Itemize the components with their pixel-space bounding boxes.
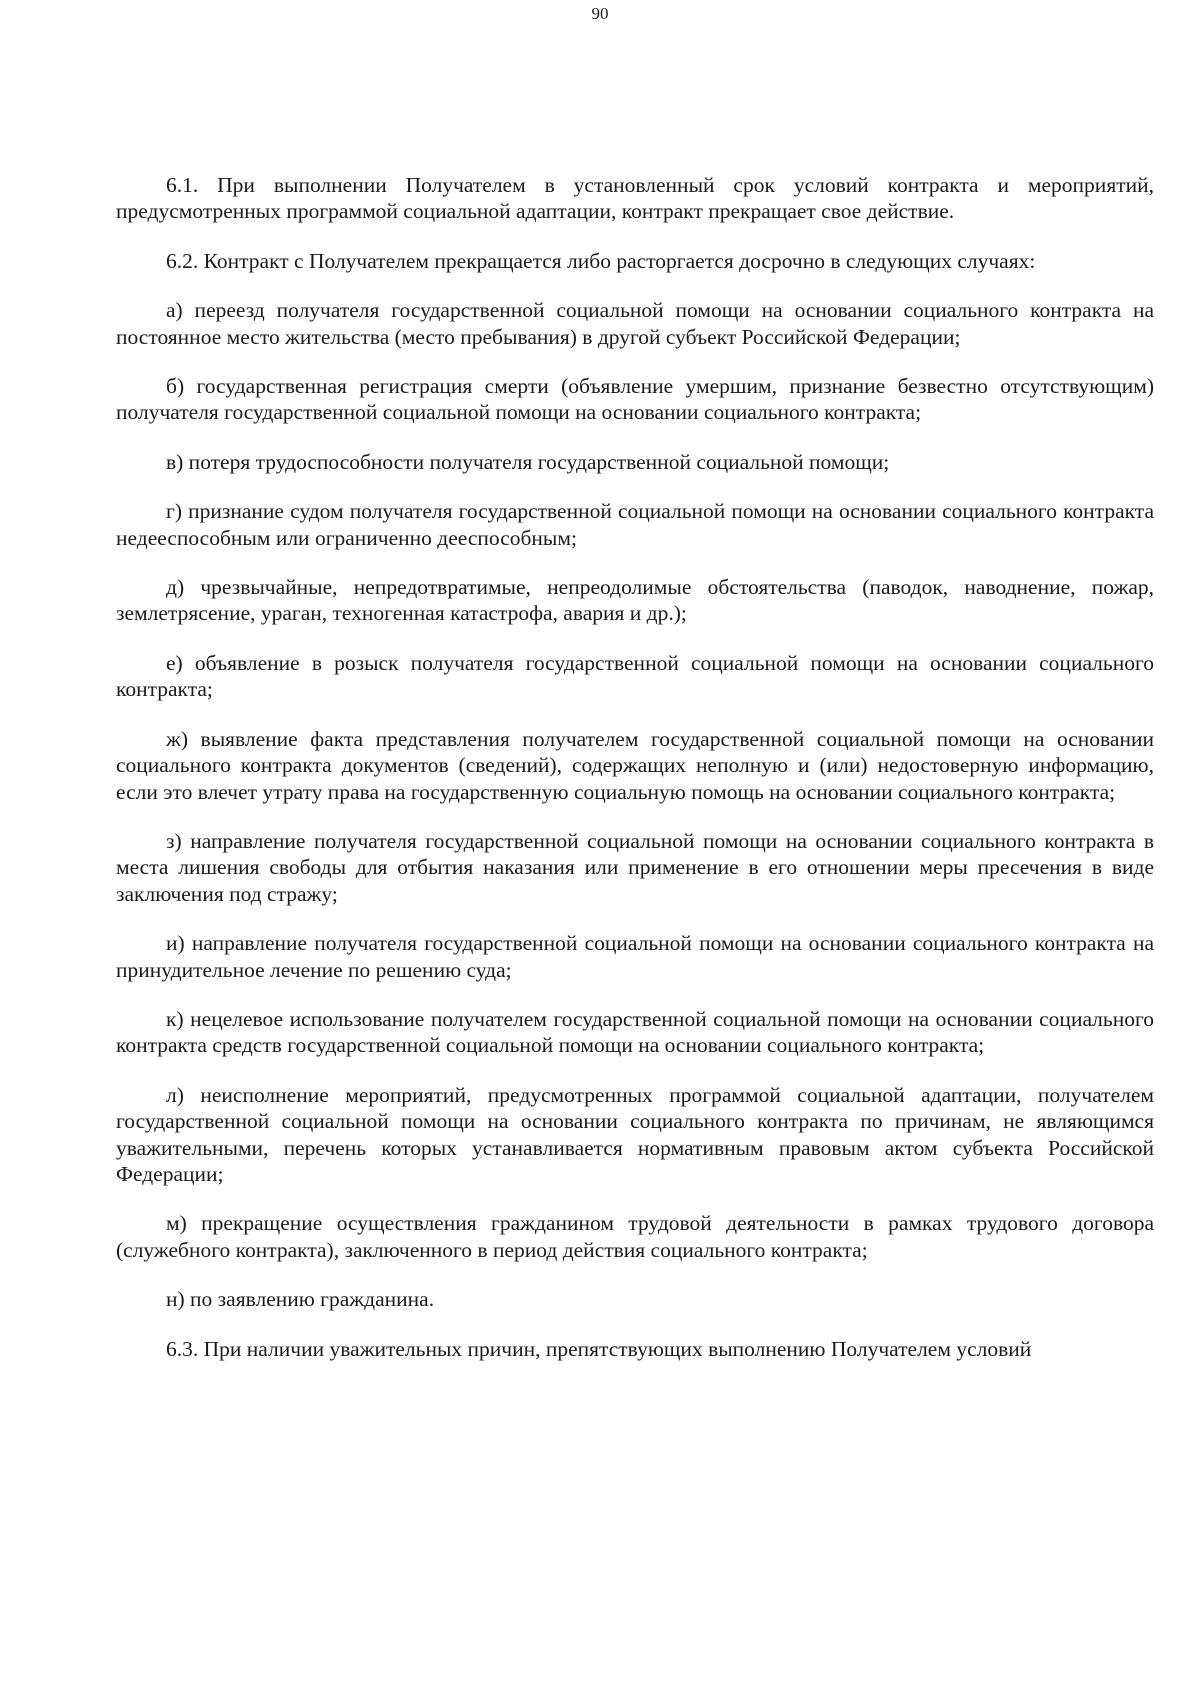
list-item-z: з) направление получателя государственной социальной помощи на основании социального контракта в места лишения свободы для отбытия наказания или применение в его отношении меры пресечения в виде заключения под стражу;: [116, 828, 1154, 906]
document-body: [116, 172, 1154, 1385]
list-item-m: м) прекращение осуществления гражданином трудовой деятельности в рамках трудового договора (служебного контракта), заключенного в период действия социального контракта;: [116, 1211, 1154, 1262]
list-item-v: в) потеря трудоспособности получателя государственной социальной помощи;: [166, 449, 890, 474]
list-item-b: б) государственная регистрация смерти (объявление умершим, признание безвестно отсутствующим) получателя государственной социальной помощи на основании социального контракта;: [116, 374, 1154, 425]
list-item-n: н) по заявлению гражданина.: [166, 1287, 435, 1312]
list-item-zh: ж) выявление факта представления получателем государственной социальной помощи на основании социального контракта документов (сведений), содержащих неполную и (или) недостоверную информацию, если это влечет утрату права на государственную социальную помощь на основании социального контракта;: [116, 726, 1154, 804]
paragraph-6-2: 6.2. Контракт с Получателем прекращается либо расторгается досрочно в следующих случаях:: [166, 248, 1036, 273]
list-item-e: е) объявление в розыск получателя государственной социальной помощи на основании социального контракта;: [116, 650, 1154, 702]
list-item-k: к) нецелевое использование получателем государственной социальной помощи на основании социального контракта средств государственной социальной помощи на основании социального контракта;: [116, 1006, 1154, 1058]
list-item-d: д) чрезвычайные, непредотвратимые, непреодолимые обстоятельства (паводок, наводнение, пожар, землетрясение, ураган, техногенная катастрофа, авария и др.);: [116, 575, 1154, 626]
list-item-a: а) переезд получателя государственной социальной помощи на основании социального контракта на постоянное место жительства (место пребывания) в другой субъект Российской Федерации;: [116, 298, 1154, 349]
page-number: 90: [591, 4, 609, 23]
list-item-i: и) направление получателя государственной социальной помощи на основании социального контракта на принудительное лечение по решению суда;: [116, 931, 1154, 982]
list-item-l: л) неисполнение мероприятий, предусмотренных программой социальной адаптации, получателем государственной социальной помощи на основании социального контракта по причинам, не являющимся уважительными, перечень которых устанавливается нормативным правовым актом субъекта Российской Федерации;: [116, 1082, 1154, 1186]
list-item-g: г) признание судом получателя государственной социальной помощи на основании социального контракта недееспособным или ограниченно дееспособным;: [116, 499, 1154, 550]
paragraph-6-1: 6.1. При выполнении Получателем в установленный срок условий контракта и мероприятий, предусмотренных программой социальной адаптации, контракт прекращает свое действие.: [116, 173, 1154, 224]
paragraph-6-3: 6.3. При наличии уважительных причин, препятствующих выполнению Получателем условий: [166, 1336, 1032, 1361]
